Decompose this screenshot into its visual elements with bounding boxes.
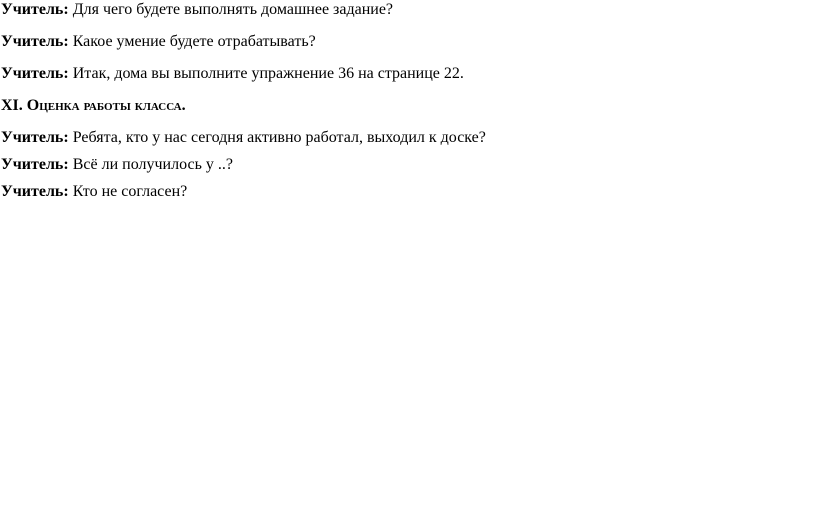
section-title: Оценка работы класса. [26,97,186,114]
speaker-label: Учитель: [1,156,69,173]
dialogue-line [1,64,464,84]
speaker-label: Учитель: [1,1,69,18]
dialogue-line [1,155,233,175]
section-number: XI. [1,97,23,114]
dialogue-line [1,128,486,148]
speaker-label: Учитель: [1,129,69,146]
speaker-label: Учитель: [1,183,69,200]
dialogue-line [1,32,316,52]
line-text: Итак, дома вы выполните упражнение 36 на странице 22. [68,65,464,82]
section-heading [1,96,186,116]
dialogue-line [1,182,187,202]
line-text: Кто не согласен? [68,183,188,200]
line-text: Для чего будете выполнять домашнее задание? [68,1,394,18]
line-text: Какое умение будете отрабатывать? [68,33,316,50]
line-text: Ребята, кто у нас сегодня активно работал, выходил к доске? [68,129,486,146]
line-text: Всё ли получилось у ..? [68,156,233,173]
speaker-label: Учитель: [1,33,69,50]
dialogue-line [1,0,393,20]
speaker-label: Учитель: [1,65,69,82]
